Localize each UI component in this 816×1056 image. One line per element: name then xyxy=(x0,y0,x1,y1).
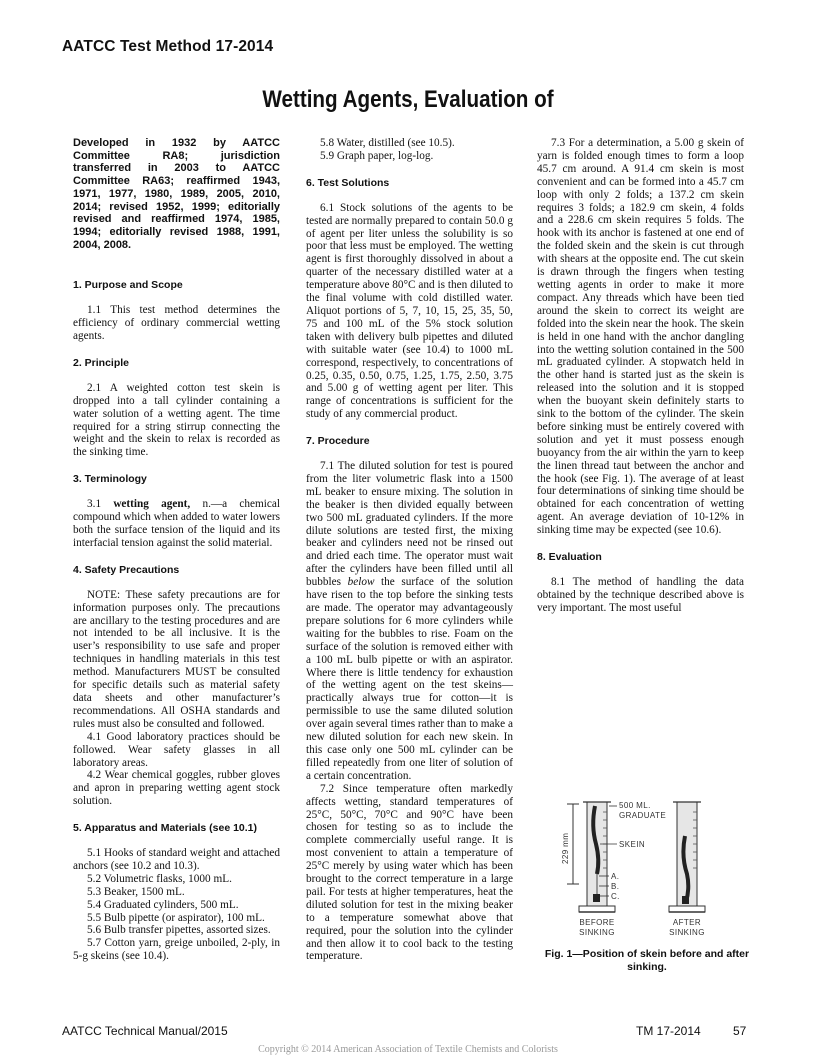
section-heading-4: 4. Safety Precautions xyxy=(73,563,180,576)
term-definition: n.—a chemical compound which when added to water lowers both the surface tension of the liquid and its interfacial tension against the solid material. xyxy=(73,498,281,549)
column-1 xyxy=(73,137,280,963)
paragraph-7-1-part-a: 7.1 The diluted solution for test is poured from the liter volumetric flask into a 1500 mL beaker to ensure mixing. The solution in the beaker is then divided equally between two 500 mL graduated cylinders. If the more dilute solutions are tested first, the mixing beaker and cylinders need not be rinsed out and dried each time. The operator must wait after the cylinders have been filled until all bubbles xyxy=(306,460,513,589)
development-history: Developed in 1932 by AATCC Committee RA8; jurisdiction transferred in 2003 to AATCC Committee RA63; reaffirmed 1943, 1971, 1977, 1980, 1989, 2005, 2010, 2014; revised 1952, 1999; editorially revised and reaffirmed 1974, 1985, 1994; editorially revised 1988, 1991, 2004, 2008. xyxy=(73,137,280,251)
label-skein: SKEIN xyxy=(619,840,646,849)
paragraph-7-1-part-b: the surface of the solution have risen to the top before the sinking tests are made. The operator may advantageously prepare solutions for 6 more cylinders while waiting for the bubbles to rise. Foam on the surface of the solution is removed either with a 100 mL bulb pipette or with an aspirator. Where there is little tendency for exhaustion of the wetting agent on the test skeins—practically always true for cotton—it is permissible to use the same diluted solution over again several times rather than to make a new diluted solution for each new skein. In this case only one 500 mL cylinder can be filled repeatedly from one liter of solution of a certain concentration. xyxy=(306,576,514,782)
term: wetting agent, xyxy=(113,498,191,511)
copyright-notice: Copyright © 2014 American Association of Textile Chemists and Colorists xyxy=(258,1044,558,1055)
paragraph-1-1: 1.1 This test method determines the efficiency of ordinary commercial wetting agents. xyxy=(73,304,280,343)
list-item: 5.3 Beaker, 1500 mL. xyxy=(87,885,185,898)
label-before-1: BEFORE xyxy=(579,918,615,927)
cylinder-after xyxy=(669,802,705,912)
cylinder-before xyxy=(579,802,615,912)
paragraph-7-1 xyxy=(306,460,513,783)
section-heading-6: 6. Test Solutions xyxy=(306,176,390,189)
label-graduate-2: GRADUATE xyxy=(619,811,667,820)
section-heading-5: 5. Apparatus and Materials (see 10.1) xyxy=(73,822,258,835)
paragraph-4-1: 4.1 Good laboratory practices should be followed. Wear safety glasses in all laboratory areas. xyxy=(73,730,280,769)
list-item: 5.6 Bulb transfer pipettes, assorted sizes. xyxy=(87,924,271,937)
section-heading-3: 3. Terminology xyxy=(73,473,147,486)
label-after-2: SINKING xyxy=(669,928,705,937)
label-before-2: SINKING xyxy=(579,928,615,937)
emphasis-below: below xyxy=(347,576,375,589)
label-after-1: AFTER xyxy=(672,918,702,927)
section-heading-8: 8. Evaluation xyxy=(537,551,602,564)
label-graduate-1: 500 ML. xyxy=(619,801,651,810)
running-header: AATCC Test Method 17-2014 xyxy=(62,38,274,55)
list-item: 5.9 Graph paper, log-log. xyxy=(320,149,434,162)
figure-caption: Fig. 1—Position of skein before and after sinking. xyxy=(544,948,750,973)
page-number: 57 xyxy=(733,1024,747,1038)
list-item: 5.4 Graduated cylinders, 500 mL. xyxy=(87,898,239,911)
paragraph-7-3: 7.3 For a determination, a 5.00 g skein of yarn is folded enough times to form a loop 45.7 cm around. A 91.4 cm skein is most convenient and can be formed into a 45.7 cm loop with only 2 folds; a 137.2 cm skein requires 3 folds; a 182.9 cm skein, 4 folds and a 228.6 cm skein requires 5 folds. The hook with its anchor is fastened at one end of the folded skein and the skein is cut through with shears at the opposite end. The cut skein is drawn through the fingers when testing wetting agents in order to make it more compact. Any threads which have been tied around the skein to correct its weight are folded into the skein near the hook. The skein is held in one hand with the anchor dangling into the wetting solution contained in the 500 mL graduated cylinder. A stopwatch held in the other hand is started just as the skein is released into the solution and it is stopped when the buoyant skein definitely starts to sink to the bottom of the cylinder. The skein before sinking must be entirely covered with solution and yet it must possess enough buoyancy from the air within the yarn to keep the linen thread taut between the anchor and the hook (see Fig. 1). The average of at least four determinations of sinking time should be obtained for each concentration of wetting agent. An average deviation of 10-12% in sinking time may be expected (see 10.6). xyxy=(537,137,744,537)
list-item: 5.5 Bulb pipette (or aspirator), 100 mL. xyxy=(87,911,265,924)
safety-note: NOTE: These safety precautions are for information purposes only. The precautions are ancillary to the testing procedures and are not intended to be all inclusive. It is the user’s responsibility to use safe and proper techniques in handling materials in this test method. Manufacturers MUST be consulted for specific details such as material safety data sheets and other manufacturer’s recommendations. All OSHA standards and rules must also be consulted and followed. xyxy=(73,588,280,730)
page-title: Wetting Agents, Evaluation of xyxy=(262,86,554,113)
label-b: B. xyxy=(611,882,620,891)
column-3 xyxy=(537,137,744,615)
paragraph-7-2: 7.2 Since temperature often markedly affects wetting, standard temperatures of 25°C, 50°C, 70°C and 90°C have been chosen for testing so as to include the complete commercially useful range. It is most convenient to attain a temperature of 25°C merely by using water which has been brought to the correct temperature in a large pail. For tests at higher temperatures, heat the diluted solution for test in the mixing beaker to a temperature somewhat above that required, pour the solution into the cylinder and then allow it to cool back to the testing temperature. xyxy=(306,782,513,963)
footer-method: TM 17-2014 xyxy=(636,1024,701,1038)
section-heading-1: 1. Purpose and Scope xyxy=(73,279,183,292)
section-heading-7: 7. Procedure xyxy=(306,435,370,448)
paragraph-2-1: 2.1 A weighted cotton test skein is dropped into a tall cylinder containing a water solution of a wetting agent. The time required for a string stirrup connecting the weight and the skein to relax is recorded as the sinking time. xyxy=(73,381,280,459)
paragraph-3-1 xyxy=(73,498,280,550)
dimension-label: 229 mm xyxy=(561,832,570,864)
paragraph-8-1: 8.1 The method of handling the data obtained by the technique described above is very important. The most useful xyxy=(537,576,744,614)
term-number: 3.1 xyxy=(87,498,102,511)
footer-manual: AATCC Technical Manual/2015 xyxy=(62,1024,228,1038)
paragraph-6-1: 6.1 Stock solutions of the agents to be tested are normally prepared to contain 50.0 g of agent per liter unless the solubility is so poor that less must be employed. The wetting agent is first thoroughly dissolved in about a quarter of the necessary distilled water at a temperature above 80°C and is then diluted to the final volume with cold distilled water. Aliquot portions of 5, 7, 10, 15, 25, 35, 50, 75 and 100 mL of the 5% stock solution taken with delivery bulb pipettes and diluted with suitable water (see 10.4) to 1000 mL correspond, respectively, to concentrations of 0.25, 0.35, 0.50, 0.75, 1.25, 1.75, 2.50, 3.75 and 5.00 g of wetting agent per liter. This range of concentrations is sufficient for the study of any commercial product. xyxy=(306,201,513,421)
label-a: A. xyxy=(611,872,620,881)
figure-skein-diagram xyxy=(553,786,743,944)
label-c: C. xyxy=(611,892,620,901)
list-item: 5.1 Hooks of standard weight and attached anchors (see 10.2 and 10.3). xyxy=(73,847,280,872)
section-heading-2: 2. Principle xyxy=(73,356,130,369)
column-2 xyxy=(306,137,513,963)
list-item: 5.8 Water, distilled (see 10.5). xyxy=(320,137,455,149)
list-item: 5.2 Volumetric flasks, 1000 mL. xyxy=(87,872,232,885)
paragraph-4-2: 4.2 Wear chemical goggles, rubber gloves and apron in preparing wetting agent stock solution. xyxy=(73,769,280,808)
list-item: 5.7 Cotton yarn, greige unboiled, 2-ply, in 5-g skeins (see 10.4). xyxy=(73,937,280,963)
